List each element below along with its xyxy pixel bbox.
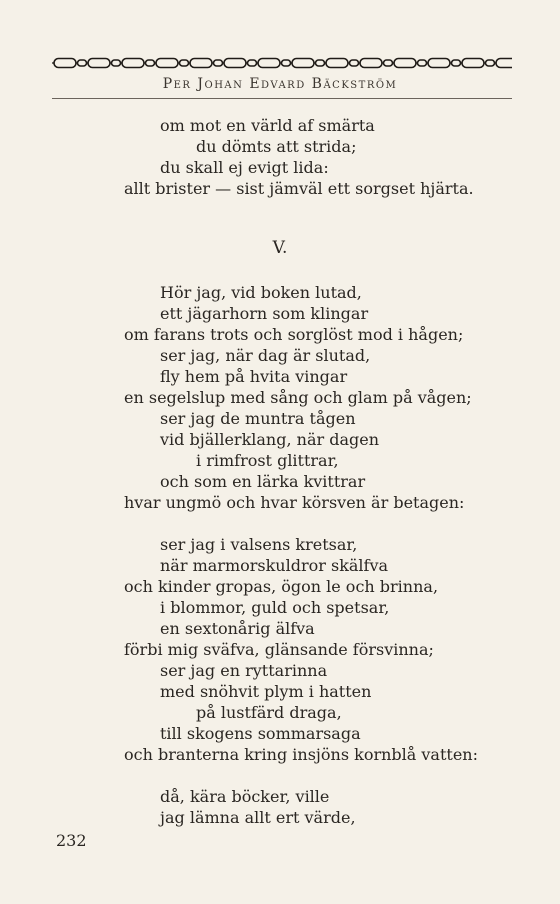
page-number: 232 (56, 831, 87, 850)
verse-line: om farans trots och sorglöst mod i hågen; (124, 325, 464, 344)
decorative-border-ornament (52, 57, 512, 69)
verse-line: du dömts att strida; (196, 137, 357, 156)
verse-line: ser jag, när dag är slutad, (160, 346, 371, 365)
verse-line: med snöhvit plym i hatten (160, 682, 372, 701)
verse-line: då, kära böcker, ville (160, 787, 330, 806)
verse-line: och kinder gropas, ögon le och brinna, (124, 577, 439, 596)
verse-line: på lustfärd draga, (196, 703, 342, 722)
verse-line: du skall ej evigt lida: (160, 158, 329, 177)
section-number: V. (272, 238, 288, 258)
verse-line: vid bjällerklang, när dagen (160, 430, 380, 449)
verse-line: ett jägarhorn som klingar (160, 304, 369, 323)
verse-line: ser jag i valsens kretsar, (160, 535, 358, 554)
verse-line: och branterna kring insjöns kornblå vatten: (124, 745, 478, 764)
verse-line: hvar ungmö och hvar körsven är betagen: (124, 493, 465, 512)
verse-line: en segelslup med sång och glam på vågen; (124, 388, 472, 407)
verse-line: i blommor, guld och spetsar, (160, 598, 390, 617)
verse-line: förbi mig sväfva, glänsande försvinna; (124, 640, 434, 659)
verse-line: ser jag en ryttarinna (160, 661, 328, 680)
verse-line: när marmorskuldror skälfva (160, 556, 389, 575)
header-rule (52, 98, 512, 99)
verse-line: jag lämna allt ert värde, (160, 808, 356, 827)
verse-line: om mot en värld af smärta (160, 116, 375, 135)
running-header: Per Johan Edvard Bäckström (162, 76, 398, 92)
verse-line: allt brister — sist jämväl ett sorgset hjärta. (124, 179, 474, 198)
verse-line: och som en lärka kvittrar (160, 472, 366, 491)
verse-line: till skogens sommarsaga (160, 724, 361, 743)
verse-line: en sextonårig älfva (160, 619, 315, 638)
verse-line: fly hem på hvita vingar (160, 367, 348, 386)
verse-line: ser jag de muntra tågen (160, 409, 356, 428)
verse-line: i rimfrost glittrar, (196, 451, 339, 470)
verse-line: Hör jag, vid boken lutad, (160, 283, 362, 302)
